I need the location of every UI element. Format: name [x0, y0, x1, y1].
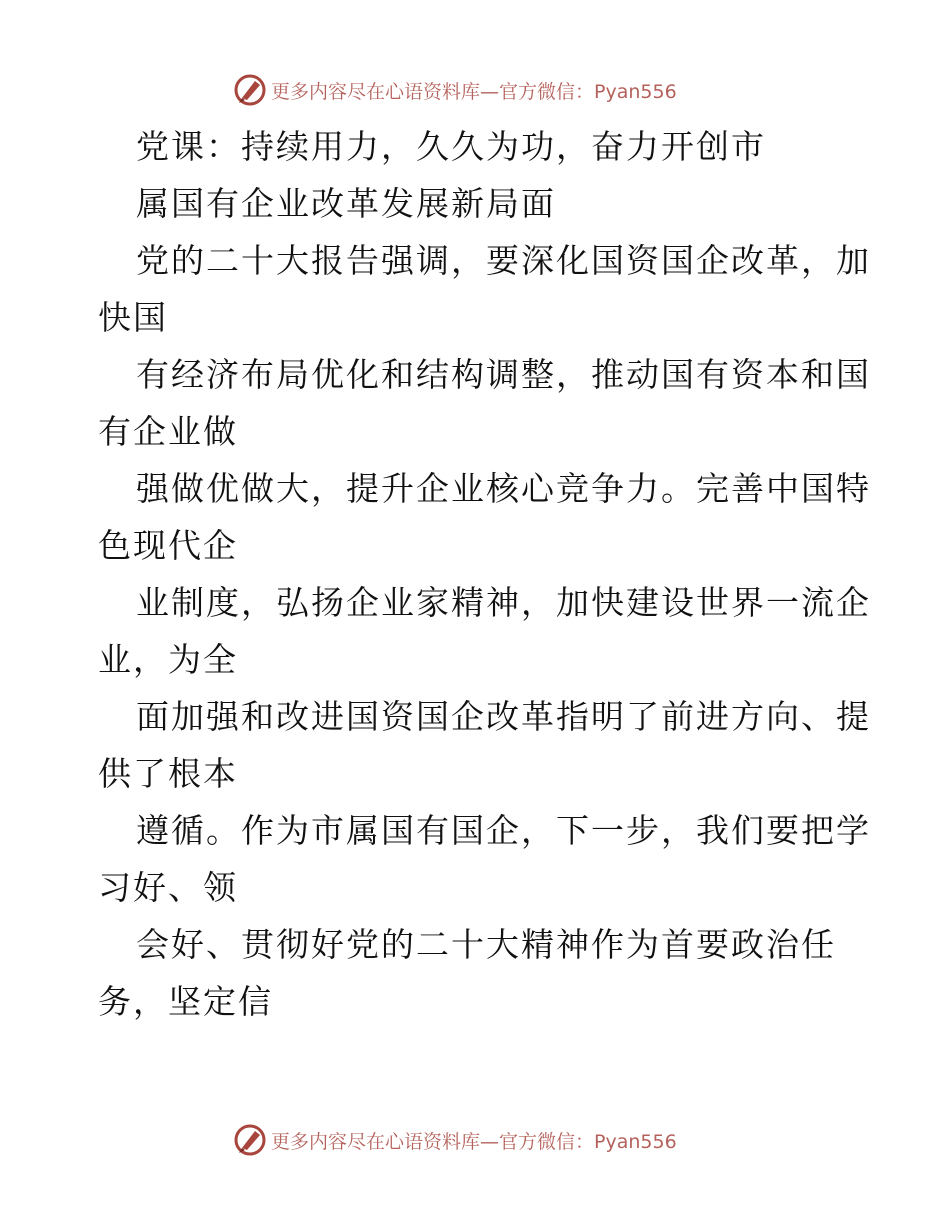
doc-line: 党的二十大报告强调，要深化国资国企改革，加	[136, 241, 871, 280]
doc-line: 业，为全	[98, 640, 238, 679]
footer-banner	[233, 1122, 677, 1158]
document-body	[98, 118, 871, 1030]
doc-line: 强做优做大，提升企业核心竞争力。完善中国特	[136, 469, 871, 508]
pen-logo-icon	[233, 1123, 267, 1157]
doc-line: 快国	[98, 298, 168, 337]
pen-logo-icon	[233, 73, 267, 107]
doc-line: 供了根本	[98, 754, 238, 793]
doc-line: 务，坚定信	[98, 982, 273, 1021]
doc-line: 有经济布局优化和结构调整，推动国有资本和国	[136, 355, 871, 394]
doc-line: 属国有企业改革发展新局面	[136, 184, 556, 223]
doc-line: 业制度，弘扬企业家精神，加快建设世界一流企	[136, 583, 871, 622]
doc-line: 有企业做	[98, 412, 238, 451]
header-banner-text: 更多内容尽在心语资料库—官方微信：Pyan556	[271, 80, 677, 103]
doc-line: 色现代企	[98, 526, 238, 565]
footer-banner-text: 更多内容尽在心语资料库—官方微信：Pyan556	[271, 1130, 677, 1153]
doc-line: 遵循。作为市属国有国企，下一步，我们要把学	[136, 811, 871, 850]
doc-line: 会好、贯彻好党的二十大精神作为首要政治任	[136, 925, 836, 964]
doc-line: 面加强和改进国资国企改革指明了前进方向、提	[136, 697, 871, 736]
doc-line: 习好、领	[98, 868, 238, 907]
doc-line: 党课：持续用力，久久为功，奋力开创市	[136, 127, 766, 166]
header-banner	[233, 72, 677, 108]
